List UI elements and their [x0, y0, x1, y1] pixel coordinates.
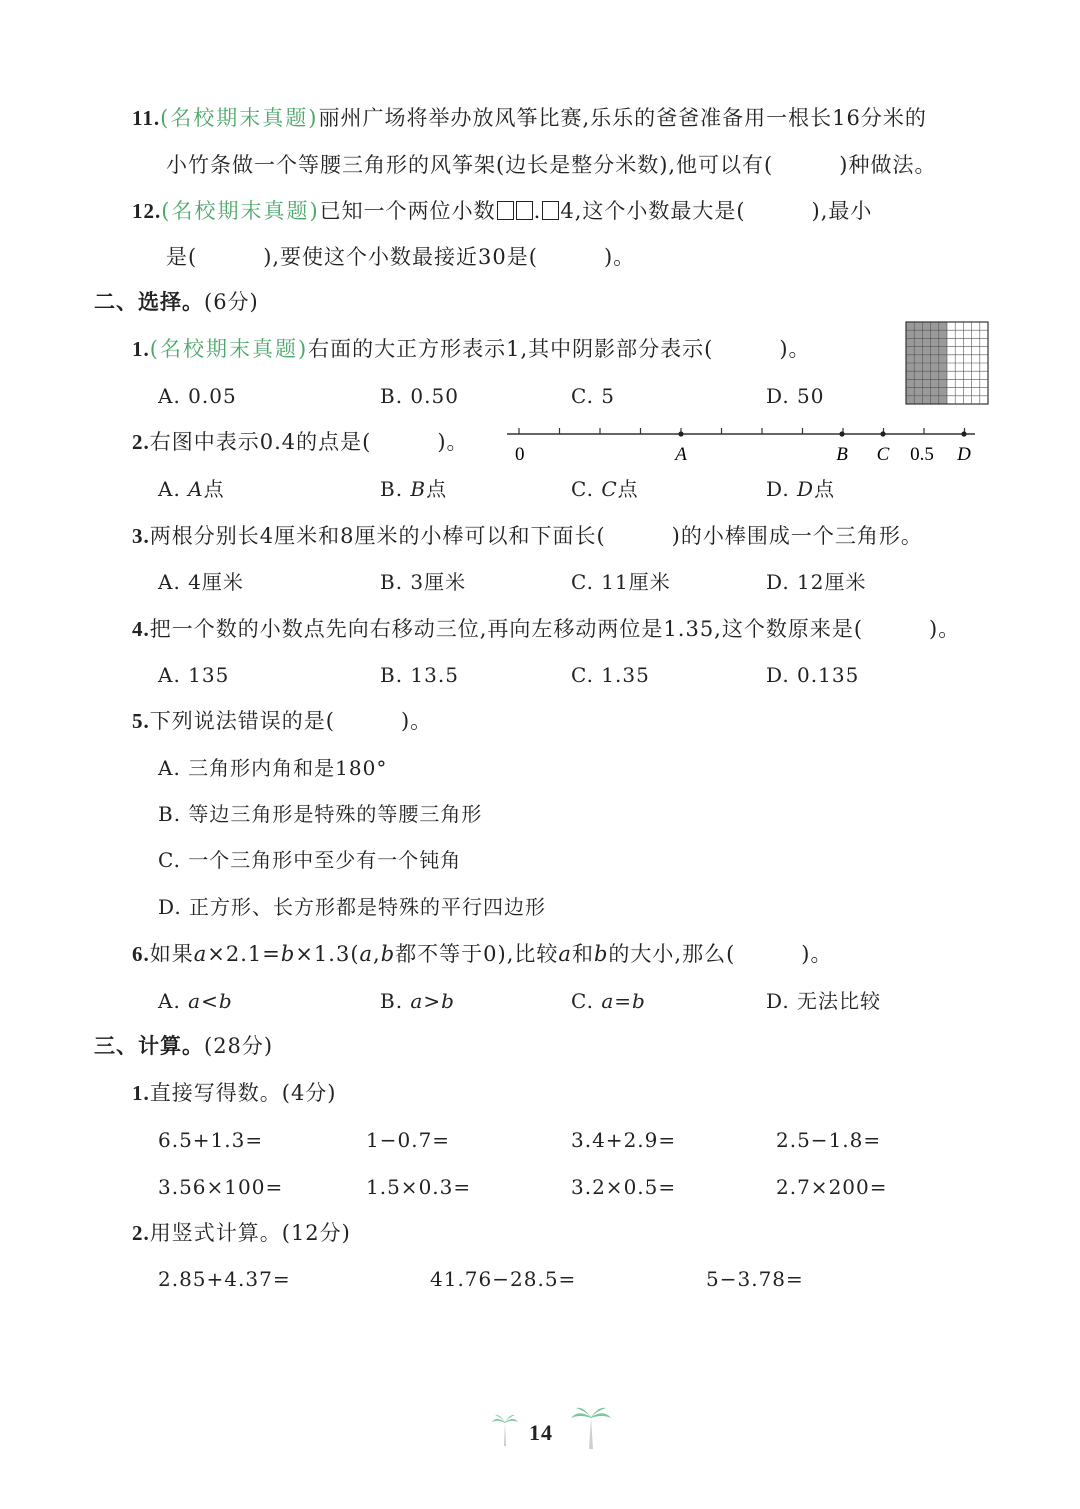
k2-number: 2.	[132, 1221, 150, 1245]
q12-line1	[132, 197, 872, 225]
c4-number: 4.	[132, 617, 150, 641]
number-line-ticks	[519, 428, 965, 434]
c1-stem	[132, 335, 811, 363]
option-prefix: B.	[380, 477, 411, 501]
q11-tag: (名校期末真题)	[160, 106, 319, 130]
c4-stem	[132, 615, 960, 643]
page-number: 14	[529, 1420, 553, 1445]
c4-option-b: B. 13.5	[380, 663, 459, 687]
c6-number: 6.	[132, 942, 150, 966]
c6-stem	[132, 940, 832, 968]
c1-number: 1.	[132, 337, 150, 361]
option-expr: a>b	[410, 989, 455, 1013]
c3-stem	[132, 522, 923, 550]
c3-option-d: D. 12厘米	[766, 570, 867, 594]
k1-item: 3.2×0.5=	[571, 1175, 677, 1199]
c3-option-a: A. 4厘米	[158, 570, 244, 594]
k1-number: 1.	[132, 1081, 150, 1105]
c6-text: ×1.3(	[295, 942, 360, 966]
option-expr: a=b	[601, 989, 646, 1013]
option-prefix: A.	[158, 477, 189, 501]
c2-option-b	[380, 475, 447, 503]
point-d-dot	[961, 431, 966, 436]
c6-var: a	[558, 942, 572, 966]
c6-option-b	[380, 987, 455, 1015]
c5-option-a: A. 三角形内角和是180°	[158, 756, 388, 780]
point-b-dot	[839, 431, 844, 436]
section-2-score: (6分)	[204, 290, 259, 314]
point-a-dot	[678, 431, 683, 436]
option-prefix: D.	[766, 477, 798, 501]
c6-text: ×2.1=	[207, 942, 281, 966]
c1-option-d: D. 50	[766, 384, 825, 408]
c6-text: 如果	[149, 942, 194, 966]
k2-item: 5−3.78=	[706, 1267, 804, 1291]
c2-number: 2.	[132, 430, 150, 454]
c6-text: 的大小,那么( )。	[608, 942, 833, 966]
hundred-grid-figure	[905, 321, 989, 405]
section-2-title: 二、选择。	[94, 289, 204, 314]
k1-item: 3.56×100=	[158, 1175, 284, 1199]
c1-tag: (名校期末真题)	[149, 337, 309, 361]
number-line-zero: 0	[515, 444, 525, 465]
option-suffix: 点	[203, 477, 225, 501]
point-d-label: D	[957, 444, 971, 465]
k2-item: 2.85+4.37=	[158, 1267, 291, 1291]
section-3-score: (28分)	[204, 1034, 274, 1058]
option-suffix: 点	[814, 477, 836, 501]
q12-text-1c: 4,这个小数最大是( ),最小	[560, 199, 873, 223]
k1-item: 2.5−1.8=	[776, 1128, 882, 1152]
c6-option-a	[158, 987, 233, 1015]
q12-dot: .	[533, 199, 542, 223]
c6-text: ,	[373, 942, 381, 966]
number-line-half: 0.5	[910, 444, 934, 465]
c5-text: 下列说法错误的是( )。	[149, 709, 433, 733]
c3-text: 两根分别长4厘米和8厘米的小棒可以和下面长( )的小棒围成一个三角形。	[149, 524, 923, 548]
c4-option-d: D. 0.135	[766, 663, 860, 687]
q11-text-1: 丽州广场将举办放风筝比赛,乐乐的爸爸准备用一根长16分米的	[318, 106, 927, 130]
k1-item: 2.7×200=	[776, 1175, 888, 1199]
option-prefix: C.	[571, 989, 602, 1013]
option-suffix: 点	[426, 477, 448, 501]
k1-item: 1−0.7=	[366, 1128, 451, 1152]
option-expr: a<b	[188, 989, 233, 1013]
section-3-title: 三、计算。	[94, 1033, 204, 1058]
option-prefix: C.	[571, 477, 602, 501]
c6-option-d	[766, 987, 881, 1015]
c1-option-c: C. 5	[571, 384, 616, 408]
c5-number: 5.	[132, 709, 150, 733]
point-c-label: C	[876, 444, 890, 465]
c1-option-a: A. 0.05	[158, 384, 237, 408]
point-a-label: A	[675, 444, 687, 465]
digit-box	[497, 201, 514, 220]
c6-var: a	[193, 942, 208, 966]
c3-option-b: B. 3厘米	[380, 570, 467, 594]
k2-stem	[132, 1219, 351, 1247]
q12-number: 12.	[132, 199, 162, 223]
section-2-heading	[94, 288, 259, 316]
c2-text: 右图中表示0.4的点是( )。	[149, 430, 469, 454]
palm-tree-icon	[490, 1412, 520, 1448]
q12-text-2: 是( ),要使这个小数最接近30是( )。	[166, 245, 636, 269]
k2-text: 用竖式计算。(12分)	[149, 1221, 351, 1245]
k1-item: 1.5×0.3=	[366, 1175, 472, 1199]
option-prefix: A.	[158, 989, 189, 1013]
c5-stem	[132, 707, 432, 735]
c1-text: 右面的大正方形表示1,其中阴影部分表示( )。	[308, 337, 811, 361]
q12-tag: (名校期末真题)	[161, 199, 320, 223]
option-suffix: 点	[617, 477, 639, 501]
point-b-label: B	[836, 444, 848, 465]
c5-option-d: D. 正方形、长方形都是特殊的平行四边形	[158, 895, 547, 919]
option-letter: B	[410, 477, 427, 501]
k2-item: 41.76−28.5=	[430, 1267, 577, 1291]
option-prefix: D. 无法比较	[766, 989, 882, 1013]
c6-var: b	[280, 942, 296, 966]
c6-text: 都不等于0),比较	[395, 942, 559, 966]
option-letter: C	[601, 477, 618, 501]
c2-option-d	[766, 475, 835, 503]
number-line-figure	[505, 420, 980, 470]
c6-var: b	[380, 942, 396, 966]
q12-line2	[166, 243, 635, 271]
c3-option-c: C. 11厘米	[571, 570, 671, 594]
q11-text-2: 小竹条做一个等腰三角形的风筝架(边长是整分米数),他可以有( )种做法。	[166, 153, 937, 177]
c2-option-c	[571, 475, 639, 503]
c6-var: b	[593, 942, 609, 966]
option-letter: D	[797, 477, 815, 501]
digit-box	[516, 201, 533, 220]
k1-item: 6.5+1.3=	[158, 1128, 264, 1152]
q11-line1	[132, 104, 927, 132]
c6-text: 和	[571, 942, 594, 966]
c4-text: 把一个数的小数点先向右移动三位,再向左移动两位是1.35,这个数原来是( )。	[149, 617, 961, 641]
c3-number: 3.	[132, 524, 150, 548]
c4-option-c: C. 1.35	[571, 663, 650, 687]
c2-option-a	[158, 475, 225, 503]
c6-var: a	[359, 942, 374, 966]
digit-box	[542, 201, 559, 220]
k1-item: 3.4+2.9=	[571, 1128, 677, 1152]
c2-stem	[132, 428, 469, 456]
c4-option-a: A. 135	[158, 663, 230, 687]
q11-line2	[166, 151, 936, 179]
c1-option-b: B. 0.50	[380, 384, 459, 408]
point-c-dot	[880, 431, 885, 436]
q12-text-1a: 已知一个两位小数	[319, 199, 496, 223]
k1-text: 直接写得数。(4分)	[149, 1081, 337, 1105]
k1-stem	[132, 1079, 337, 1107]
section-3-heading	[94, 1032, 273, 1060]
c5-option-b: B. 等边三角形是特殊的等腰三角形	[158, 802, 483, 826]
option-prefix: B.	[380, 989, 411, 1013]
q11-number: 11.	[132, 106, 161, 130]
palm-tree-icon	[568, 1405, 614, 1451]
c6-option-c	[571, 987, 646, 1015]
c5-option-c: C. 一个三角形中至少有一个钝角	[158, 848, 462, 872]
option-letter: A	[188, 477, 204, 501]
